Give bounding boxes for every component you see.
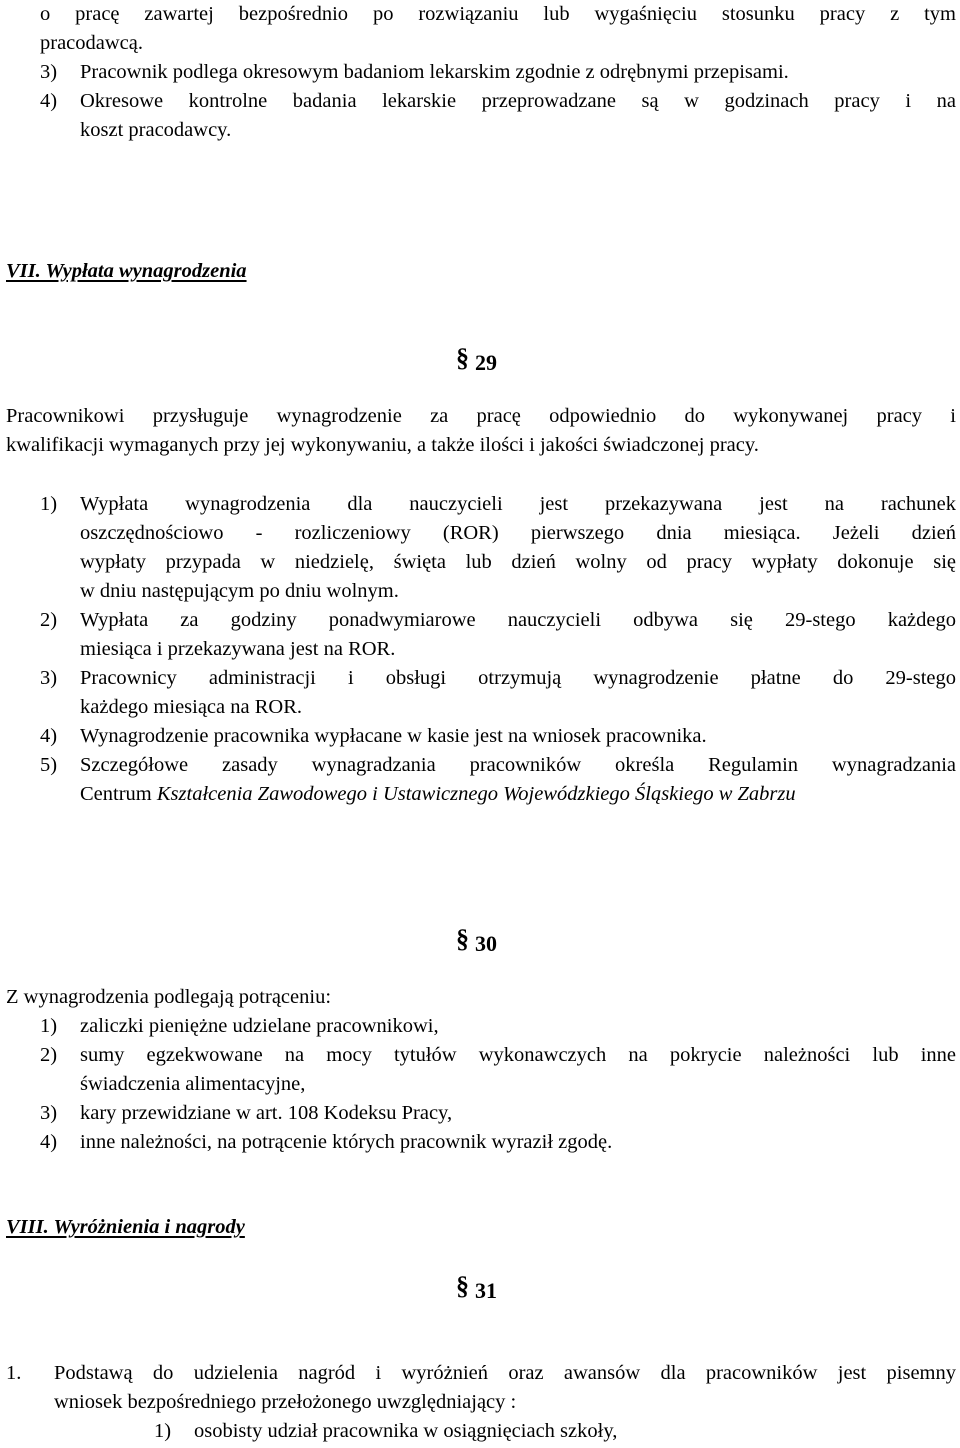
list-number: 4) — [40, 1131, 58, 1153]
top-continuation — [40, 0, 956, 58]
list-item — [40, 1012, 956, 1041]
text-line: pracodawcą. — [40, 32, 144, 54]
paragraph-number: 30 — [475, 931, 497, 956]
list-text: Okresowe kontrolne badania lekarskie przeprowadzane są w godzinach pracy i na — [80, 90, 956, 112]
list-text: kary przewidziane w art. 108 Kodeksu Pracy, — [80, 1102, 453, 1124]
list-text: inne należności, na potrącenie których pracownik wyraził zgodę. — [80, 1131, 613, 1153]
list-text: Wynagrodzenie pracownika wypłacane w kasie jest na wniosek pracownika. — [80, 725, 707, 747]
paragraph-mark — [456, 924, 497, 958]
list-item — [40, 58, 956, 87]
text-italic: Kształcenia Zawodowego i Ustawicznego Wojewódzkiego Śląskiego w Zabrzu — [156, 783, 796, 805]
list-item — [40, 606, 956, 664]
list-text: zaliczki pieniężne udzielane pracownikowi, — [80, 1015, 439, 1037]
list-number: 2) — [40, 609, 58, 631]
list-text: miesiąca i przekazywana jest na ROR. — [80, 638, 396, 660]
section-heading: VII. Wypłata wynagrodzenia — [6, 260, 247, 282]
list-number: 4) — [40, 90, 58, 112]
section-symbol: § — [456, 1271, 469, 1300]
paragraph-mark — [456, 1271, 497, 1305]
list-item — [40, 490, 956, 606]
list-text: wypłaty przypada w niedzielę, święta lub dzień wolny od pracy wypłaty dokonuje się — [80, 551, 956, 573]
list-text: Wypłata wynagrodzenia dla nauczycieli jest przekazywana jest na rachunek — [80, 493, 956, 515]
list-text: oszczędnościowo - rozliczeniowy (ROR) pierwszego dnia miesiąca. Jeżeli dzień — [80, 522, 956, 544]
list-item — [154, 1417, 956, 1446]
list-item — [40, 1128, 956, 1157]
text-line: kwalifikacji wymaganych przy jej wykonywaniu, a także ilości i jakości świadczonej pracy. — [6, 434, 759, 456]
list-text: koszt pracodawcy. — [80, 119, 232, 141]
list-text: sumy egzekwowane na mocy tytułów wykonawczych na pokrycie należności lub inne — [80, 1044, 956, 1066]
paragraph-intro: Z wynagrodzenia podlegają potrąceniu: — [6, 986, 332, 1008]
list-text: świadczenia alimentacyjne, — [80, 1073, 306, 1095]
list-text: osobisty udział pracownika w osiągnięciach szkoły, — [194, 1420, 618, 1442]
paragraph-intro — [6, 402, 956, 460]
list-text: Szczegółowe zasady wynagradzania pracowników określa Regulamin wynagradzania — [80, 754, 956, 776]
list-number: 1. — [6, 1362, 22, 1384]
list-number: 3) — [40, 61, 58, 83]
list — [40, 1012, 956, 1157]
list-item — [40, 1099, 956, 1128]
text-plain: Centrum — [80, 783, 157, 805]
list-item — [40, 1041, 956, 1099]
paragraph-mark — [456, 343, 497, 377]
section-symbol: § — [456, 924, 469, 953]
list-item — [40, 751, 956, 809]
list-text: w dniu następującym po dniu wolnym. — [80, 580, 399, 602]
list-item — [40, 87, 956, 145]
paragraph-number: 29 — [475, 350, 497, 375]
paragraph-number: 31 — [475, 1278, 497, 1303]
list-text — [80, 780, 956, 809]
list-number: 3) — [40, 667, 58, 689]
list-text: Wypłata za godziny ponadwymiarowe nauczycieli odbywa się 29-stego każdego — [80, 609, 956, 631]
list-number: 5) — [40, 754, 58, 776]
list-text: Pracownicy administracji i obsługi otrzymują wynagrodzenie płatne do 29-stego — [80, 667, 956, 689]
list-number: 1) — [40, 493, 58, 515]
list-number: 1) — [154, 1420, 172, 1442]
text-line: Pracownikowi przysługuje wynagrodzenie za pracę odpowiednio do wykonywanej pracy i — [6, 405, 956, 427]
section-heading: VIII. Wyróżnienia i nagrody — [6, 1216, 245, 1238]
list-item — [40, 664, 956, 722]
list-item — [40, 722, 956, 751]
section-symbol: § — [456, 343, 469, 372]
list-text: Podstawą do udzielenia nagród i wyróżnień oraz awansów dla pracowników jest pisemny — [54, 1362, 956, 1384]
list-number: 3) — [40, 1102, 58, 1124]
list-number: 2) — [40, 1044, 58, 1066]
list-text: każdego miesiąca na ROR. — [80, 696, 303, 718]
list-number: 4) — [40, 725, 58, 747]
list-number: 1) — [40, 1015, 58, 1037]
list — [40, 490, 956, 809]
text-line: o pracę zawartej bezpośrednio po rozwiązaniu lub wygaśnięciu stosunku pracy z tym — [40, 3, 956, 25]
list-text: Pracownik podlega okresowym badaniom lekarskim zgodnie z odrębnymi przepisami. — [80, 61, 789, 83]
list-text: wniosek bezpośredniego przełożonego uwzględniający : — [54, 1391, 517, 1413]
list-item — [6, 1359, 956, 1417]
